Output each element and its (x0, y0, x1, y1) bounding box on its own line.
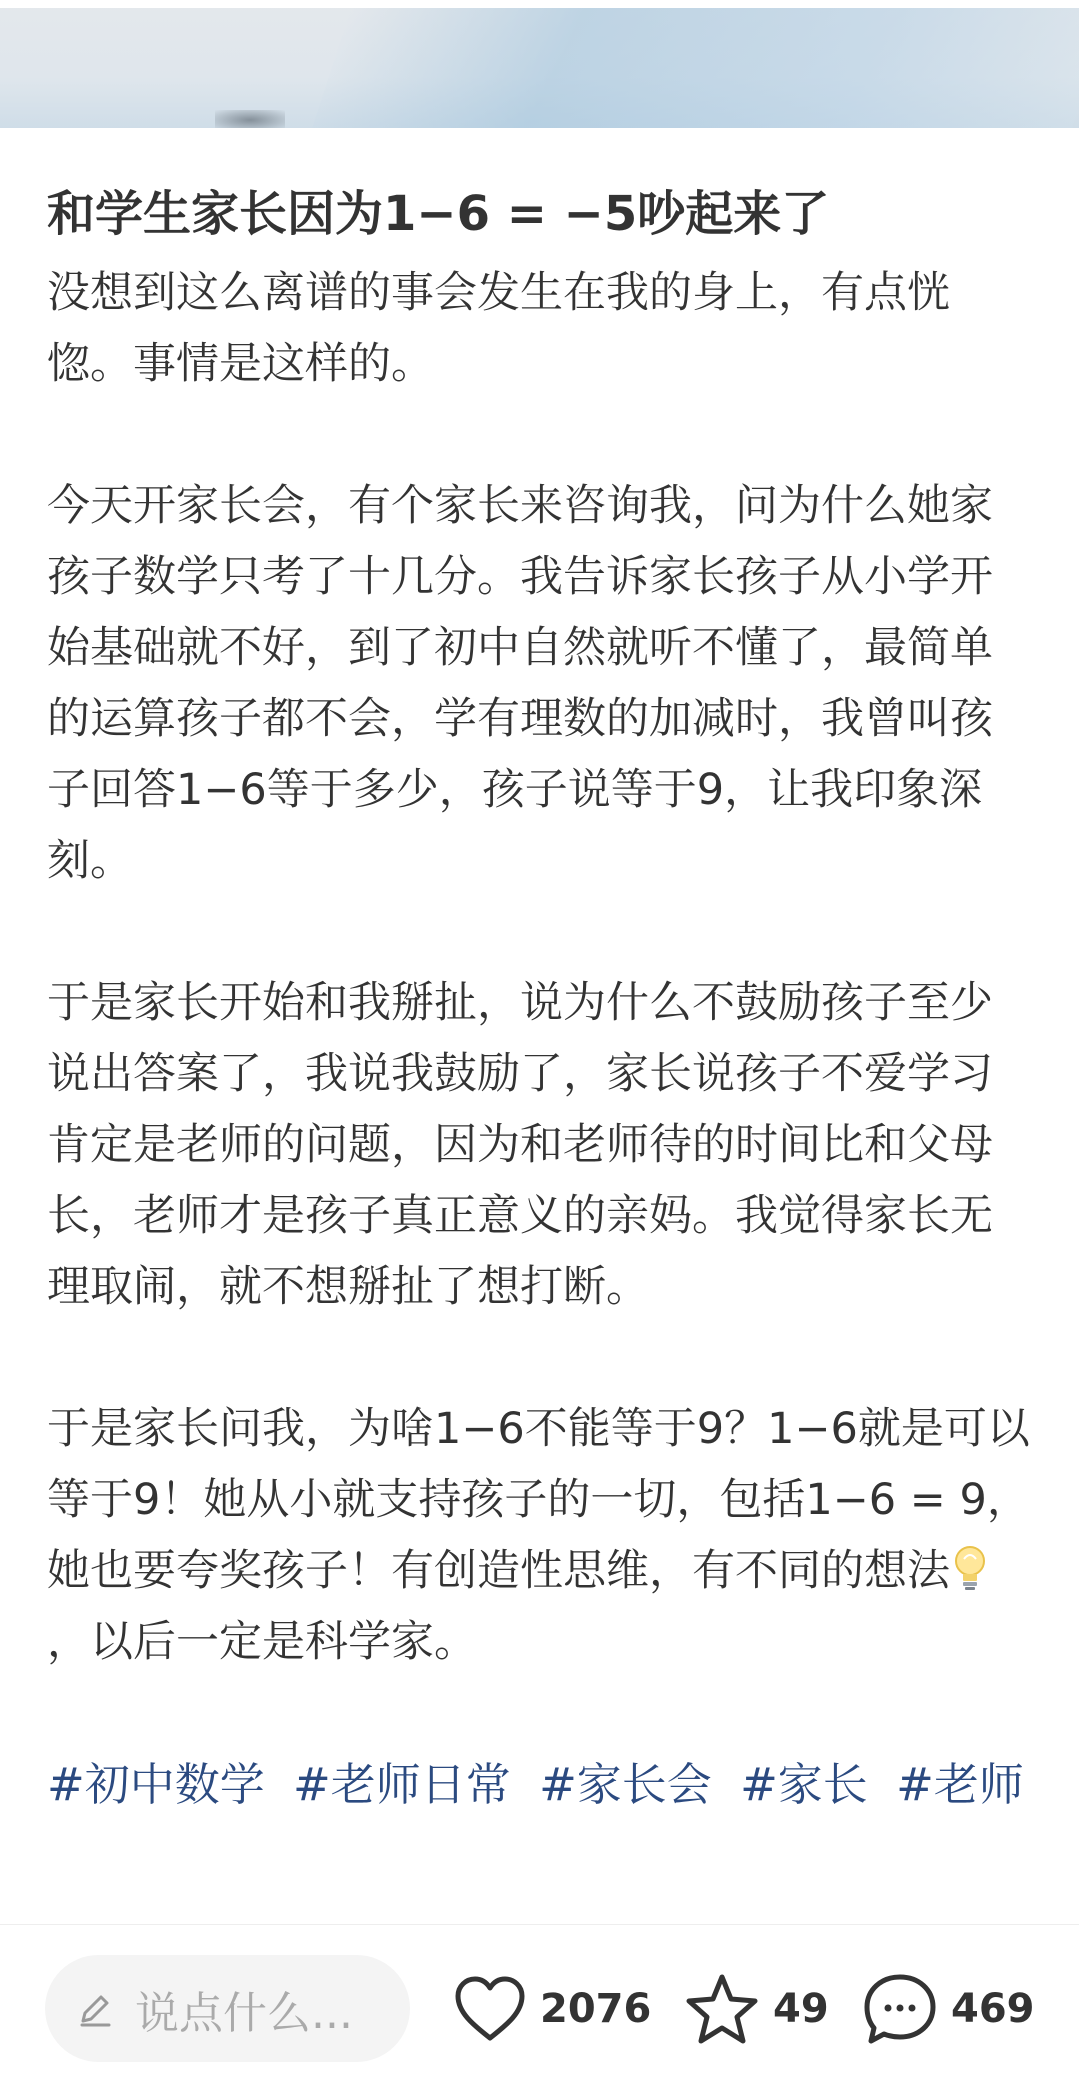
tag-item[interactable]: #家长 (740, 1758, 868, 1811)
paragraph-2: 今天开家长会，有个家长来咨询我，问为什么她家孩子数学只考了十几分。我告诉家长孩子从小学开始基础就不好，到了初中自然就听不懂了，最简单的运算孩子都不会，学有理数的加减时，我曾叫孩子回答1−6等于多少，孩子说等于9，让我印象深刻。 (47, 481, 993, 886)
image-top-edge (0, 0, 1079, 8)
favorite-count: 49 (773, 1986, 829, 2032)
heart-icon (452, 1974, 528, 2044)
bottom-action-bar (0, 1925, 1079, 2092)
tag-list (47, 1749, 1032, 1820)
paragraph-4 (47, 1394, 1032, 1678)
comment-count: 469 (951, 1986, 1035, 2032)
comment-button[interactable] (861, 1967, 1035, 2051)
like-count: 2076 (540, 1986, 652, 2032)
paragraph-3: 于是家长开始和我掰扯，说为什么不鼓励孩子至少说出答案了，我说我鼓励了，家长说孩子不爱学习肯定是老师的问题，因为和老师待的时间比和父母长，老师才是孩子真正意义的亲妈。我觉得家长无理取闹，就不想掰扯了想打断。 (47, 978, 993, 1312)
star-icon (683, 1972, 761, 2046)
tag-item[interactable]: #初中数学 (47, 1758, 265, 1811)
chat-bubble-icon (861, 1971, 939, 2047)
paragraph-4-tail: ，以后一定是科学家。 (47, 1617, 477, 1667)
tag-item[interactable]: #老师 (896, 1758, 1024, 1811)
paragraph-4-text: 于是家长问我，为啥1−6不能等于9？1−6就是可以等于9！她从小就支持孩子的一切，包括1−6 = 9，她也要夸奖孩子！有创造性思维，有不同的想法 (47, 1404, 1030, 1596)
like-button[interactable] (452, 1967, 651, 2051)
tag-item[interactable]: #家长会 (539, 1758, 712, 1811)
tag-item[interactable]: #老师日常 (293, 1758, 511, 1811)
favorite-button[interactable] (683, 1967, 829, 2051)
pen-icon (73, 1987, 117, 2031)
comment-placeholder: 说点什么... (135, 1987, 353, 2039)
comment-input[interactable] (45, 1955, 410, 2062)
lightbulb-icon (950, 1543, 990, 1593)
note-title: 和学生家长因为1−6 = −5吵起来了 (47, 186, 830, 242)
paragraph-1: 没想到这么离谱的事会发生在我的身上，有点恍惚。事情是这样的。 (47, 268, 950, 389)
cover-image[interactable] (0, 0, 1079, 128)
note-content (47, 170, 1032, 1820)
image-dark-spot (215, 110, 285, 128)
image-light-band (309, 8, 1079, 128)
